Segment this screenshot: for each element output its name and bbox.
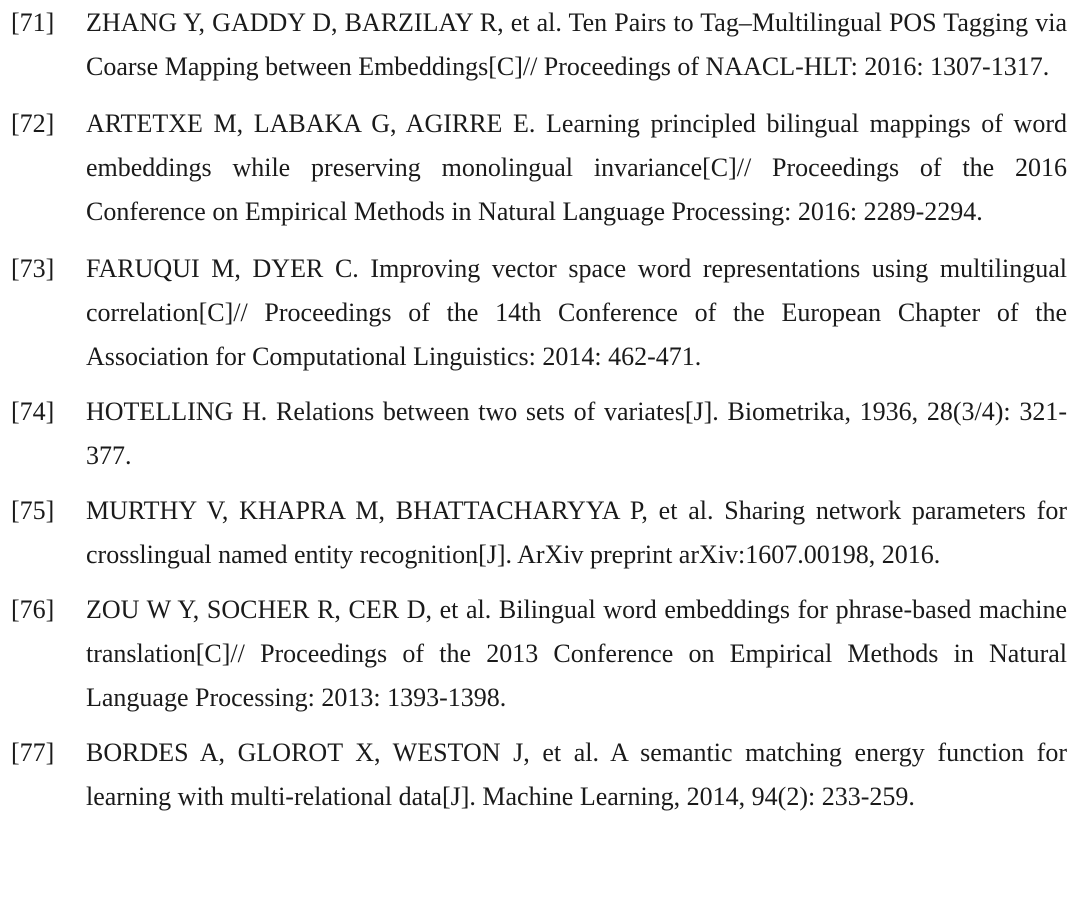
reference-number: [72] [11, 109, 55, 138]
reference-text: ARTETXE M, LABAKA G, AGIRRE E. Learning principled bilingual mappings of word embeddings while preserving monolingual invariance[C]// Proceedings of the 2016 Conference on Empirical Methods in Natural Language Processing: 2016: 2289-2294. [86, 109, 1067, 226]
reference-entry [0, 247, 1080, 379]
reference-text: ZOU W Y, SOCHER R, CER D, et al. Bilingual word embeddings for phrase-based machine translation[C]// Proceedings of the 2013 Conference on Empirical Methods in Natural Language Processing: 2013: 1393-1398. [86, 595, 1067, 712]
reference-text: MURTHY V, KHAPRA M, BHATTACHARYYA P, et al. Sharing network parameters for crosslingual named entity recognition[J]. ArXiv preprint arXiv:1607.00198, 2016. [86, 496, 1067, 569]
reference-text: BORDES A, GLOROT X, WESTON J, et al. A semantic matching energy function for learning with multi-relational data[J]. Machine Learning, 2014, 94(2): 233-259. [86, 738, 1067, 811]
reference-number: [75] [11, 496, 55, 525]
reference-number: [76] [11, 595, 55, 624]
reference-number: [77] [11, 738, 55, 767]
reference-entry [0, 588, 1080, 720]
reference-number: [74] [11, 397, 55, 426]
reference-text: FARUQUI M, DYER C. Improving vector space word representations using multilingual correlation[C]// Proceedings of the 14th Conference of the European Chapter of the Association for Computational Linguistics: 2014: 462-471. [86, 254, 1067, 371]
reference-text: HOTELLING H. Relations between two sets of variates[J]. Biometrika, 1936, 28(3/4): 321-377. [86, 397, 1067, 470]
reference-entry [0, 0, 1080, 89]
reference-text: ZHANG Y, GADDY D, BARZILAY R, et al. Ten Pairs to Tag–Multilingual POS Tagging via Coarse Mapping between Embeddings[C]// Proceedings of NAACL-HLT: 2016: 1307-1317. [86, 8, 1067, 81]
reference-entry [0, 731, 1080, 819]
reference-number: [71] [11, 8, 55, 37]
reference-entry [0, 489, 1080, 577]
reference-number: [73] [11, 254, 55, 283]
reference-entry [0, 390, 1080, 478]
reference-entry [0, 102, 1080, 234]
